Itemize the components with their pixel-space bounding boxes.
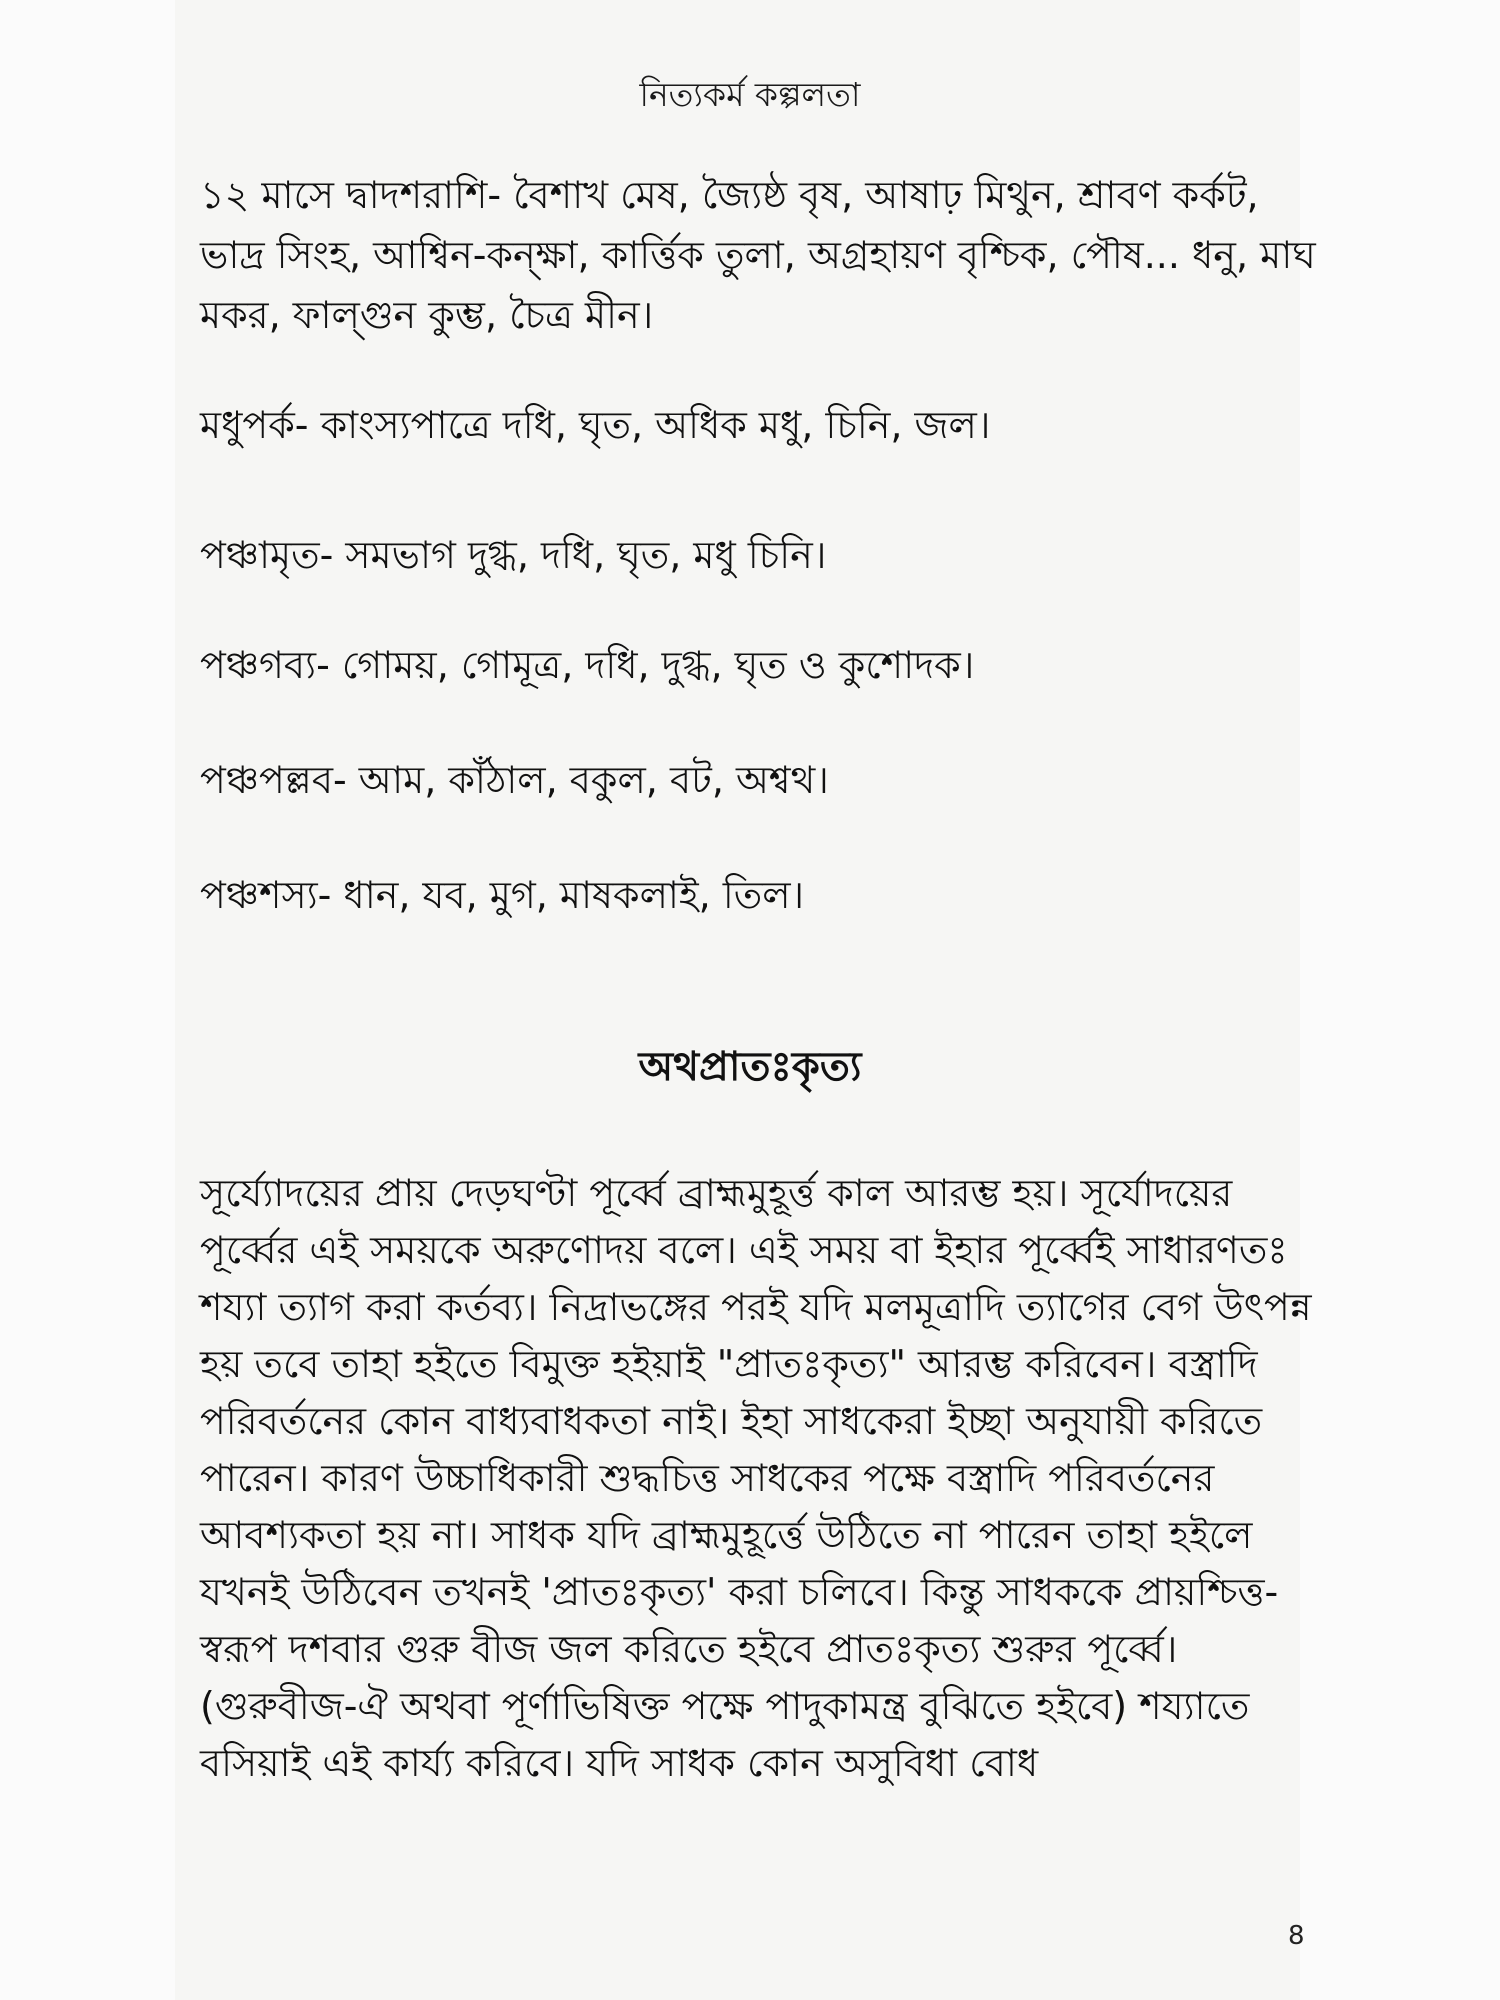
right-margin [1300, 0, 1500, 2000]
definition-panchashasya: পঞ্চশস্য- ধান, যব, মুগ, মাষকলাই, তিল। [200, 873, 805, 917]
definition-panchagavya: পঞ্চগব্য- গোময়, গোমূত্র, দধি, দুগ্ধ, ঘৃত ও কুশোদক। [200, 643, 975, 687]
definition-madhuparka: মধুপর্ক- কাংস্যপাত্রে দধি, ঘৃত, অধিক মধু, চিনি, জল। [200, 403, 991, 447]
page-number: 8 [1288, 1921, 1305, 1951]
section-heading: অথপ্রাতঃকৃত্য [638, 1044, 862, 1090]
running-title: নিত্যকর্ম কল্পলতা [639, 75, 861, 114]
zodiac-months-paragraph: ১২ মাসে দ্বাদশরাশি- বৈশাখ মেষ, জ্যৈষ্ঠ বৃষ, আষাঢ় মিথুন, শ্রাবণ কর্কট, ভাদ্র সিংহ, আশ্বিন-কন্ক্ষা, কার্ত্তিক তুলা, অগ্রহায়ণ বৃশ্চিক, পৌষ... ধনু, মাঘ মকর, ফাল্গুন কুম্ভ, চৈত্র মীন। [200, 173, 1316, 337]
left-margin [0, 0, 175, 2000]
morning-rituals-paragraph [200, 1165, 1320, 1792]
morning-rituals-text: সূর্য্যোদয়ের প্রায় দেড়ঘণ্টা পূর্ব্বে ব্রাহ্মমুহূর্ত্ত কাল আরম্ভ হয়। সূর্যোদয়ের পূর্ব্বের এই সময়কে অরুণোদয় বলে। এই সময় বা ইহার পূর্ব্বেই সাধারণতঃ শয্যা ত্যাগ করা কর্তব্য। নিদ্রাভঙ্গের পরই যদি মলমূত্রাদি ত্যাগের বেগ উৎপন্ন হয় তবে তাহা হইতে বিমুক্ত হইয়াই "প্রাতঃকৃত্য" আরম্ভ করিবেন। বস্ত্রাদি পরিবর্তনের কোন বাধ্যবাধকতা নাই। ইহা সাধকেরা ইচ্ছা অনুযায়ী করিতে পারেন। কারণ উচ্চাধিকারী শুদ্ধচিত্ত সাধকের পক্ষে বস্ত্রাদি পরিবর্তনের আবশ্যকতা হয় না। সাধক যদি ব্রাহ্মমুহূর্ত্তে উঠিতে না পারেন তাহা হইলে যখনই উঠিবেন তখনই 'প্রাতঃকৃত্য' করা চলিবে। কিন্তু সাধককে প্রায়শ্চিত্ত-স্বরূপ দশবার গুরু বীজ জল করিতে হইবে প্রাতঃকৃত্য শুরুর পূর্ব্বে। (গুরুবীজ-ঐ অথবা পূর্ণাভিষিক্ত পক্ষে পাদুকামন্ত্র বুঝিতে হইবে) শয্যাতে বসিয়াই এই কার্য্য করিবে। যদি সাধক কোন অসুবিধা বোধ [200, 1171, 1312, 1785]
definition-panchapallava: পঞ্চপল্লব- আম, কাঁঠাল, বকুল, বট, অশ্বথ। [200, 758, 829, 802]
definition-panchamrita: পঞ্চামৃত- সমভাগ দুগ্ধ, দধি, ঘৃত, মধু চিনি। [200, 533, 827, 577]
